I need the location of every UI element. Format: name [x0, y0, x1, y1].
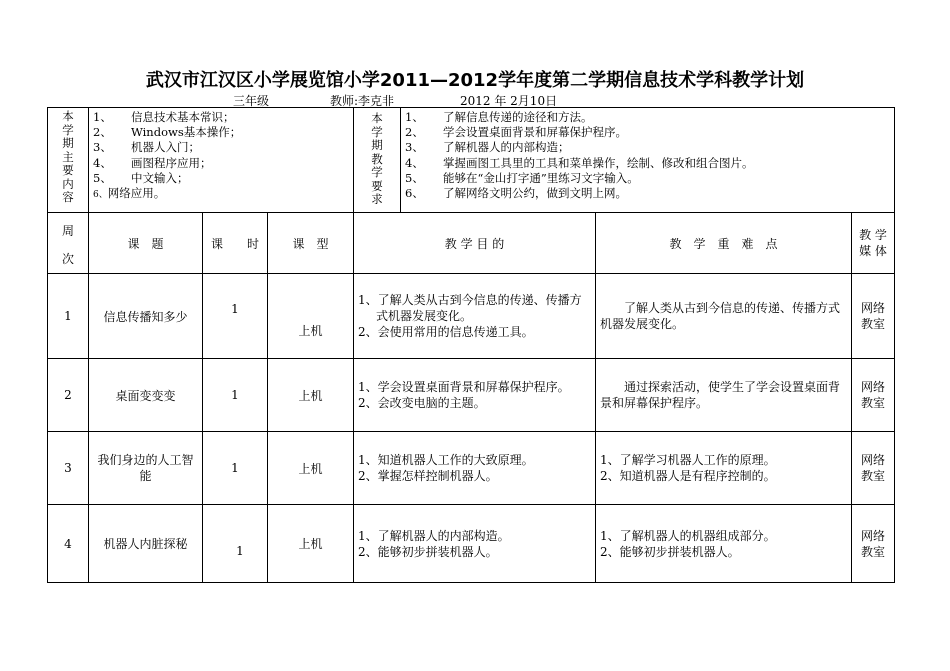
week-cell: 1 — [48, 274, 89, 359]
header-hours: 课 时 — [203, 213, 268, 274]
teaching-plan-table — [47, 107, 895, 583]
list-item: 3、 了解机器人的内部构造； — [405, 140, 570, 155]
type-cell: 上机 — [268, 274, 354, 359]
table-row — [48, 505, 895, 583]
keypoint-cell: 了解人类从古到今信息的传递、传播方式机器发展变化。 — [596, 274, 852, 359]
header-type: 课 型 — [268, 213, 354, 274]
media-cell: 网络 教室 — [852, 432, 895, 505]
header-week: 周 次 — [48, 213, 89, 274]
header-goal: 教 学 目 的 — [354, 213, 596, 274]
hours-cell: 1 — [203, 432, 268, 505]
list-item: 6、网络应用。 — [93, 186, 166, 201]
type-cell: 上机 — [268, 432, 354, 505]
media-cell: 网络 教室 — [852, 274, 895, 359]
date-label: 2012 年 2月10日 — [460, 94, 558, 108]
goal-cell: 1、学会设置桌面背景和屏幕保护程序。 2、会改变电脑的主题。 — [354, 359, 596, 432]
topic-cell: 机器人内脏探秘 — [89, 505, 203, 583]
media-cell: 网络 教室 — [852, 359, 895, 432]
grade-label: 三年级 — [233, 94, 270, 108]
document-title: 武汉市江汉区小学展览馆小学2011—2012学年度第二学期信息技术学科教学计划 — [145, 70, 805, 91]
week-cell: 2 — [48, 359, 89, 432]
list-item: 4、 画图程序应用； — [93, 155, 212, 170]
list-item: 2、 学会设置桌面背景和屏幕保护程序。 — [405, 125, 628, 140]
header-keypoint: 教 学 重 难 点 — [596, 213, 852, 274]
list-item: 4、 掌握画图工具里的工具和菜单操作，绘制、修改和组合图片。 — [405, 155, 754, 170]
table-row — [48, 274, 895, 359]
keypoint-cell: 1、了解学习机器人工作的原理。 2、知道机器人是有程序控制的。 — [596, 432, 852, 505]
header-topic: 课 题 — [89, 213, 203, 274]
header-row — [48, 213, 895, 274]
list-item: 5、 能够在“金山打字通”里练习文字输入。 — [405, 170, 639, 185]
week-cell: 4 — [48, 505, 89, 583]
goal-cell: 1、了解人类从古到今信息的传递、传播方式机器发展变化。 2、会使用常用的信息传递工具。 — [354, 274, 596, 359]
requirements-list — [401, 108, 895, 213]
hours-cell: 1 — [203, 274, 268, 359]
goal-cell: 1、知道机器人工作的大致原理。 2、掌握怎样控制机器人。 — [354, 432, 596, 505]
list-item: 5、 中文输入； — [93, 170, 189, 185]
list-item: 6、 了解网络文明公约，做到文明上网。 — [405, 186, 628, 201]
list-item: 1、 信息技术基本常识； — [93, 110, 235, 124]
keypoint-cell: 1、了解机器人的机器组成部分。 2、能够初步拼装机器人。 — [596, 505, 852, 583]
topic-cell: 我们身边的人工智能 — [89, 432, 203, 505]
goal-cell: 1、了解机器人的内部构造。 2、能够初步拼装机器人。 — [354, 505, 596, 583]
list-item: 2、 Windows基本操作； — [93, 125, 242, 140]
week-cell: 3 — [48, 432, 89, 505]
table-row — [48, 359, 895, 432]
list-item: 1、 了解信息传递的途径和方法。 — [405, 110, 593, 124]
header-media: 教 学 媒 体 — [852, 213, 895, 274]
hours-cell: 1 — [203, 359, 268, 432]
topic-cell: 桌面变变变 — [89, 359, 203, 432]
topic-cell: 信息传播知多少 — [89, 274, 203, 359]
table-row — [48, 432, 895, 505]
teacher-label: 教师:李克非 — [330, 94, 395, 108]
list-item: 3、 机器人入门； — [93, 140, 200, 155]
content-list — [89, 108, 354, 213]
keypoint-cell: 通过探索活动，使学生了学会设置桌面背景和屏幕保护程序。 — [596, 359, 852, 432]
type-cell: 上机 — [268, 359, 354, 432]
type-cell: 上机 — [268, 505, 354, 583]
requirements-label: 本 学 期 教 学 要 求 — [354, 108, 401, 213]
content-label: 本 学 期 主 要 内 容 — [48, 108, 89, 213]
media-cell: 网络 教室 — [852, 505, 895, 583]
summary-row — [48, 108, 895, 213]
hours-cell: 1 — [203, 505, 268, 583]
